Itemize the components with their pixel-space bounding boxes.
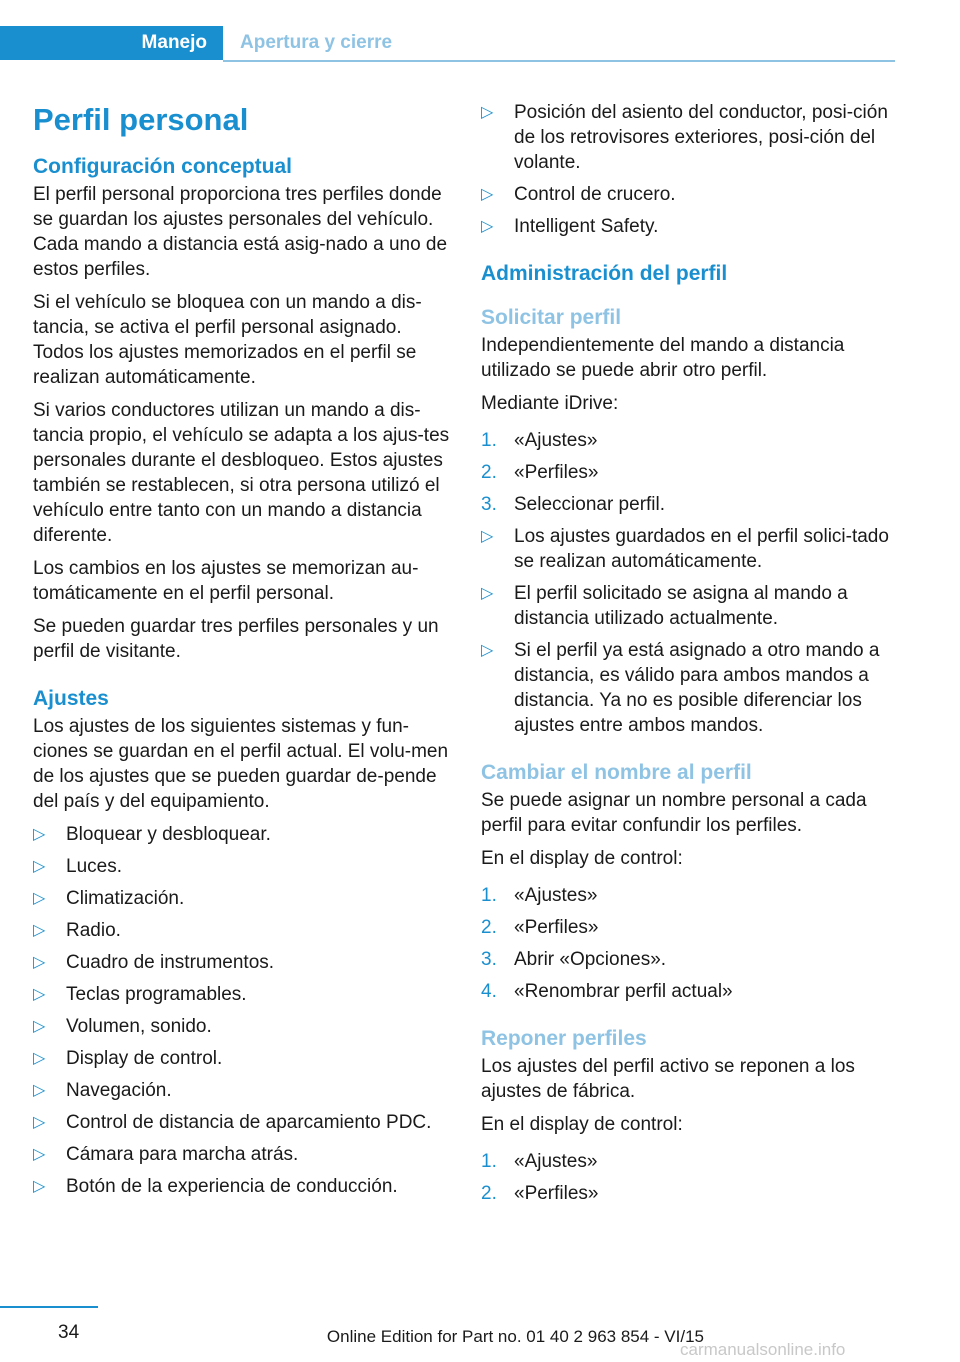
list-item: ▷ El perfil solicitado se asigna al mando a distancia utilizado actualmente. bbox=[481, 583, 848, 629]
step-item: 1. «Ajustes» bbox=[481, 885, 598, 906]
list-item: ▷ Intelligent Safety. bbox=[481, 216, 659, 237]
section-tab-manejo: Manejo bbox=[0, 26, 223, 60]
triangle-bullet-icon: ▷ bbox=[481, 218, 494, 235]
triangle-bullet-icon: ▷ bbox=[33, 1178, 46, 1195]
edition-note: Online Edition for Part no. 01 40 2 963 854 - VI/15 bbox=[326, 1327, 704, 1346]
triangle-bullet-icon: ▷ bbox=[481, 528, 494, 545]
step-item: 1. «Ajustes» bbox=[481, 1151, 598, 1172]
rename-via: En el display de control: bbox=[481, 848, 683, 869]
list-item: ▷ Posición del asiento del conductor, posi‐ción de los retrovisores exteriores, posi‐ción del volante. bbox=[481, 102, 888, 173]
footer-rule bbox=[0, 1306, 98, 1308]
step-item: 4. «Renombrar perfil actual» bbox=[481, 981, 733, 1002]
concept-heading: Configuración conceptual bbox=[33, 155, 293, 178]
section-tab-apertura: Apertura y cierre bbox=[240, 32, 393, 53]
list-item: ▷ Bloquear y desbloquear. bbox=[33, 824, 271, 845]
triangle-bullet-icon: ▷ bbox=[481, 104, 494, 121]
triangle-bullet-icon: ▷ bbox=[33, 922, 46, 939]
concept-paragraph: El perfil personal proporciona tres perfiles donde se guardan los ajustes personales del vehículo. Cada mando a distancia está asig‐nado a uno de estos perfiles. bbox=[33, 184, 448, 280]
ajustes-paragraph: Los ajustes de los siguientes sistemas y fun‐ciones se guardan en el perfil actual. El volu‐men de los ajustes que se pueden guardar de‐pende del país y del equipamiento. bbox=[33, 716, 449, 812]
reset-steps bbox=[481, 1149, 895, 1206]
ajustes-heading: Ajustes bbox=[33, 687, 109, 710]
watermark: carmanualsonline.info bbox=[680, 1340, 846, 1359]
triangle-bullet-icon: ▷ bbox=[33, 1114, 46, 1131]
list-item: ▷ Cámara para marcha atrás. bbox=[33, 1144, 299, 1165]
list-item: ▷ Teclas programables. bbox=[33, 984, 247, 1005]
list-item: ▷ Control de distancia de aparcamiento PDC. bbox=[33, 1112, 432, 1133]
list-item: ▷ Luces. bbox=[33, 856, 122, 877]
step-item: 1. «Ajustes» bbox=[481, 430, 598, 451]
triangle-bullet-icon: ▷ bbox=[33, 890, 46, 907]
solicitar-via: Mediante iDrive: bbox=[481, 393, 619, 414]
right-column bbox=[481, 100, 895, 1213]
rename-paragraph: Se puede asignar un nombre personal a cada perfil para evitar confundir los perfiles. bbox=[481, 790, 867, 836]
page-title: Perfil personal bbox=[33, 102, 249, 137]
triangle-bullet-icon: ▷ bbox=[33, 1050, 46, 1067]
rename-steps bbox=[481, 883, 895, 1004]
step-item: 3. Abrir «Opciones». bbox=[481, 949, 667, 970]
triangle-bullet-icon: ▷ bbox=[33, 954, 46, 971]
admin-heading: Administración del perfil bbox=[481, 262, 728, 285]
ajustes-list-continued bbox=[481, 100, 895, 239]
solicitar-steps bbox=[481, 428, 895, 517]
concept-paragraph: Si varios conductores utilizan un mando a dis‐tancia propio, el vehículo se adapta a los ajus‐tes personales durante el desbloqueo. Estos ajustes también se restablecen, si otra persona utilizó el vehículo entre tanto con un mando a distancia diferente. bbox=[33, 400, 450, 546]
triangle-bullet-icon: ▷ bbox=[33, 1018, 46, 1035]
triangle-bullet-icon: ▷ bbox=[481, 186, 494, 203]
page-header bbox=[0, 26, 895, 62]
list-item: ▷ Display de control. bbox=[33, 1048, 223, 1069]
list-item: ▷ Radio. bbox=[33, 920, 121, 941]
page-number: 34 bbox=[58, 1322, 80, 1343]
step-item: 2. «Perfiles» bbox=[481, 917, 599, 938]
triangle-bullet-icon: ▷ bbox=[33, 1146, 46, 1163]
list-item: ▷ Cuadro de instrumentos. bbox=[33, 952, 275, 973]
rename-heading: Cambiar el nombre al perfil bbox=[481, 761, 752, 784]
ajustes-list bbox=[33, 822, 451, 1199]
list-item: ▷ Los ajustes guardados en el perfil solici‐tado se realizan automáticamente. bbox=[481, 526, 889, 572]
reset-via: En el display de control: bbox=[481, 1114, 683, 1135]
triangle-bullet-icon: ▷ bbox=[33, 826, 46, 843]
solicitar-heading: Solicitar perfil bbox=[481, 306, 622, 329]
list-item: ▷ Si el perfil ya está asignado a otro mando a distancia, es válido para ambos mandos a distancia. Ya no es posible diferenciar los ajustes entre ambos mandos. bbox=[481, 640, 880, 736]
step-item: 3. Seleccionar perfil. bbox=[481, 494, 666, 515]
concept-paragraph: Se pueden guardar tres perfiles personales y un perfil de visitante. bbox=[33, 616, 439, 662]
solicitar-paragraph: Independientemente del mando a distancia utilizado se puede abrir otro perfil. bbox=[481, 335, 845, 381]
concept-paragraph: Los cambios en los ajustes se memorizan au‐tomáticamente en el perfil personal. bbox=[33, 558, 419, 604]
step-item: 2. «Perfiles» bbox=[481, 462, 599, 483]
list-item: ▷ Control de crucero. bbox=[481, 184, 676, 205]
step-item: 2. «Perfiles» bbox=[481, 1183, 599, 1204]
solicitar-notes bbox=[481, 524, 895, 738]
list-item: ▷ Navegación. bbox=[33, 1080, 172, 1101]
reset-heading: Reponer perfiles bbox=[481, 1027, 647, 1050]
list-item: ▷ Botón de la experiencia de conducción. bbox=[33, 1176, 398, 1197]
triangle-bullet-icon: ▷ bbox=[481, 585, 494, 602]
triangle-bullet-icon: ▷ bbox=[33, 986, 46, 1003]
left-column bbox=[33, 100, 451, 1206]
list-item: ▷ Volumen, sonido. bbox=[33, 1016, 212, 1037]
triangle-bullet-icon: ▷ bbox=[33, 1082, 46, 1099]
header-rule bbox=[223, 60, 895, 62]
list-item: ▷ Climatización. bbox=[33, 888, 185, 909]
reset-paragraph: Los ajustes del perfil activo se reponen a los ajustes de fábrica. bbox=[481, 1056, 855, 1102]
triangle-bullet-icon: ▷ bbox=[481, 642, 494, 659]
concept-paragraph: Si el vehículo se bloquea con un mando a dis‐tancia, se activa el perfil personal asignado. Todos los ajustes memorizados en el perfil se realizan automáticamente. bbox=[33, 292, 422, 388]
triangle-bullet-icon: ▷ bbox=[33, 858, 46, 875]
